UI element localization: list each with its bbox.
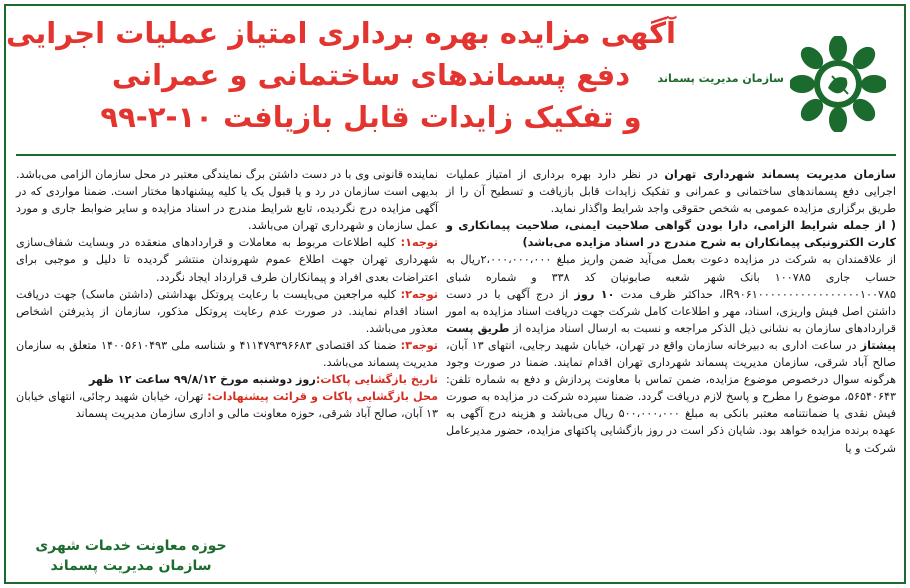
header-divider — [16, 154, 896, 156]
title-line-3: و تفکیک زایدات قابل بازیافت ۱۰-۲-۹۹ — [100, 100, 642, 134]
intro-text: در نظر دارد بهره برداری از امتیاز عملیات اجرایی دفع پسماندهای ساختمانی و عمرانی و تفکیک زایدات قابل بازیافت و تسطیح آن را از طریق برگزاری مزایده عمومی به شخص حقوقی واجد شرایط واگذار نماید. — [446, 168, 896, 216]
opening-location-label: محل بازگشایی پاکات و قرائت پیشنهادات: — [207, 390, 438, 404]
title-line-1: آگهی مزایده بهره برداری امتیاز عملیات اجرایی — [6, 16, 676, 50]
note-3-label: توجه۳: — [400, 338, 438, 352]
note-3-text: ضمنا کد اقتصادی ۴۱۱۴۷۹۳۹۶۶۸۳ و شناسه ملی ۱۴۰۰۵۶۱۰۴۹۳ متعلق به سازمان مدیریت پسماند می‌باشد. — [16, 338, 438, 370]
opening-date — [16, 371, 438, 388]
org-lead: سازمان مدیریت پسماند شهرداری تهران — [664, 168, 896, 181]
post-method: طریق پست پیشتاز — [446, 321, 896, 352]
ad-header — [6, 6, 908, 148]
instructions-text-b: از درج آگهی با در دست داشتن اصل فیش واریزی، اسناد، مهر و اطلاعات کامل شرکت جهت دریافت اسناد مزایده به امور قراردادهای سازمان به نشانی ذیل الذکر مراجعه و نسبت به ارسال اسناد مزایده از — [446, 287, 896, 335]
right-column — [446, 166, 896, 457]
instructions-paragraph — [446, 251, 896, 456]
left-column — [16, 166, 438, 422]
note-3 — [16, 337, 438, 371]
signature-block — [26, 536, 236, 576]
deadline-days: ۱۰ روز — [574, 287, 615, 301]
instructions-text-a: از علاقمندان به شرکت در مزایده دعوت بعمل می‌آید ضمن واریز مبلغ ۲،۰۰۰،۰۰۰،۰۰۰ریال به حساب جاری ۱۰۰۷۸۵ بانک شهر شعبه صابونیان کد ۳۳۸ و شماره شبای IR۹۰۶۱۰۰۰۰۰۰۰۰۰۰۰۰۰۰۰۰۰۱۰۰۷۸۵، حداکثر ظرف مدت — [446, 253, 897, 301]
waste-management-logo-icon — [790, 36, 886, 132]
note-1 — [16, 234, 438, 285]
instructions-text-c: در ساعت اداری به دبیرخانه سازمان واقع در تهران، خیابان شهید رجایی، انتهای ۱۳ آبان، صالح آباد شرقی، سازمان مدیریت پسماند شهرداری تهران اقدام نمایند. ضمنا در صورت وجود هرگونه سوال درخصوص موضوع مزایده، ضمن تماس با معاونت پردازش و دفع به شماره تلفن: ۵۶۵۴۰۶۴۳، موضوع را مطرح و پاسخ لازم دریافت گردد. ضمنا سپرده شرکت در مزایده به صورت فیش نقدی یا ضمانتنامه معتبر بانکی به مبلغ ۵۰۰،۰۰۰،۰۰۰ ریال می‌باشد و هزینه درج آگهی به عهده برنده مزایده خواهد بود. شایان ذکر است در روز بازگشایی پاکتهای مزایده، حضور مدیرعامل شرکت و یا — [446, 338, 896, 455]
note-2-text: کلیه مراجعین می‌بایست با رعایت پروتکل بهداشتی (داشتن ماسک) جهت دریافت اسناد اقدام نمایند. در صورت عدم رعایت پروتکل مذکور، سازمان از پذیرفتن اشخاص معذور می‌باشد. — [16, 287, 438, 335]
signature-line-1: حوزه معاونت خدمات شهری — [35, 538, 227, 554]
signature-line-2: سازمان مدیریت پسماند — [50, 558, 212, 574]
note-1-label: توجه۱: — [400, 236, 438, 250]
title-line-2: دفع پسماندهای ساختمانی و عمرانی — [111, 58, 631, 92]
note-2 — [16, 286, 438, 337]
opening-location-value: تهران، خیابان شهید رجائی، انتهای خیابان ۱۳ آبان، صالح آباد شرقی، حوزه معاونت مالی و اداری سازمان مدیریت پسماند — [16, 390, 438, 421]
opening-date-label: تاریخ بازگشایی پاکات: — [315, 373, 438, 387]
note-2-label: توجه۲: — [400, 287, 438, 301]
representative-paragraph: نماینده قانونی وی با در دست داشتن برگ نمایندگی معتبر در محل سازمان الزامی می‌باشد. بدیهی است سازمان در رد و یا قبول یک یا کلیه پیشنهادها مختار است. ضمنا مواردی که در آگهی مزایده درج نگردیده، تابع شرایط مندرج در اسناد مزایده و سایر ضوابط جاری و مورد عمل سازمان و شهرداری تهران می‌باشد. — [16, 168, 438, 233]
org-caption: سازمان مدیریت پسماند — [657, 72, 784, 85]
opening-location — [16, 388, 438, 422]
note-1-text: کلیه اطلاعات مربوط به معاملات و قراردادهای منعقده در وبسایت شفاف‌سازی شهرداری تهران جهت اطلاع عموم شهروندان منتشر گردیده تا دلیل و موجبی برای اعتراضات بعدی افراد و پیمانکاران طرف قرارداد ایجاد نگردد. — [16, 236, 438, 284]
conditions-paragraph: ( از جمله شرایط الزامی، دارا بودن گواهی صلاحیت ایمنی، صلاحیت پیمانکاری و کارت الکترونیکی پیمانکاران به شرح مندرج در اسناد مزایده می‌باشد) — [446, 219, 896, 250]
opening-date-value: روز دوشنبه مورخ ۹۹/۸/۱۲ ساعت ۱۲ ظهر — [88, 373, 316, 387]
intro-paragraph — [446, 166, 896, 217]
ad-title — [6, 12, 676, 138]
ad-frame — [4, 4, 906, 584]
